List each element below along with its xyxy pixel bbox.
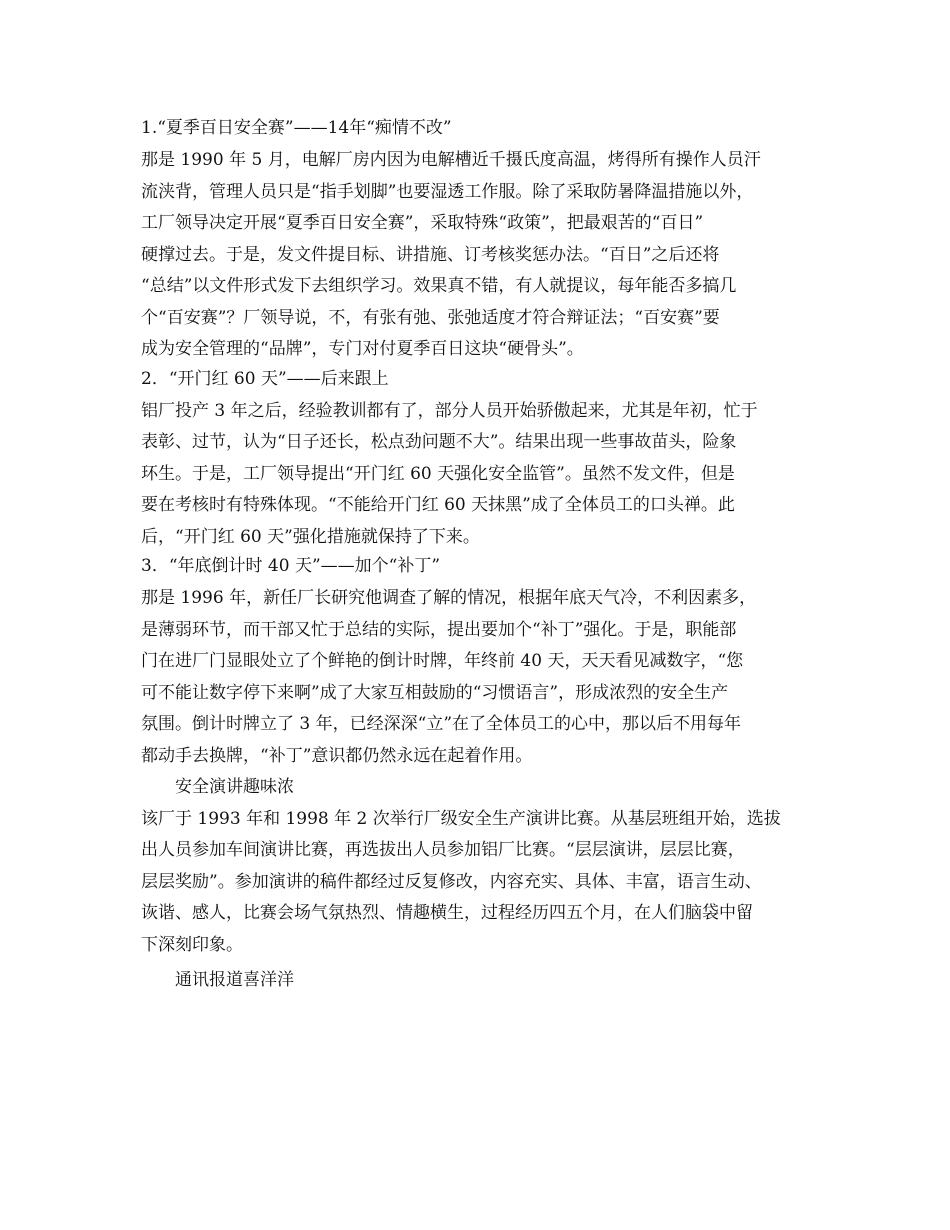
text-line: “总结”以文件形式发下去组织学习。效果真不错，有人就提议，每年能否多搞几 (141, 276, 737, 296)
text-line: 流浃背，管理人员只是“指手划脚”也要湿透工作服。除了采取防暑降温措施以外， (141, 181, 754, 202)
text-line: 出人员参加车间演讲比赛，再选拔出人员参加铝厂比赛。“层层演讲，层层比赛， (141, 840, 745, 860)
section-1-paragraph (141, 145, 821, 366)
text-line: 该厂于 1993 年和 1998 年 2 次举行厂级安全生产演讲比赛。从基层班组开始，选拔 (141, 808, 781, 829)
text-line: 成为安全管理的“品牌”，专门对付夏季百日这块“硬骨头”。 (141, 339, 584, 359)
text-line: 个“百安赛”？厂领导说，不，有张有弛、张弛适度才符合辩证法；“百安赛”要 (141, 307, 720, 328)
text-line: 下深刻印象。 (141, 934, 243, 955)
text-line: 表彰、过节，认为“日子还长，松点劲问题不大”。结果出现一些事故苗头，险象 (141, 432, 737, 452)
text-line: 后，“开门红 60 天”强化措施就保持了下来。 (141, 526, 480, 547)
news-heading: 通讯报道喜洋洋 (175, 970, 294, 990)
text-line: 硬撑过去。于是，发文件提目标、讲措施、订考核奖惩办法。“百日”之后还将 (141, 244, 720, 265)
text-line: 要在考核时有特殊体现。“不能给开门红 60 天抹黑”成了全体员工的口头禅。此 (141, 495, 735, 515)
section-3-heading: 3．“年底倒计时 40 天”——加个“补丁” (141, 556, 441, 576)
text-line: 都动手去换牌，“补丁”意识都仍然永远在起着作用。 (141, 745, 533, 766)
text-line: 可不能让数字停下来啊”成了大家互相鼓励的“习惯语言”，形成浓烈的安全生产 (141, 682, 729, 703)
text-line: 门在进厂门显眼处立了个鲜艳的倒计时牌，年终前 40 天，天天看见减数字，“您 (141, 651, 744, 671)
text-line: 那是 1990 年 5 月，电解厂房内因为电解槽近千摄氏度高温，烤得所有操作人员汗 (141, 150, 761, 170)
section-1-heading: 1.“夏季百日安全赛”——14年“痴情不改” (141, 118, 452, 138)
text-line: 诙谐、感人，比赛会场气氛热烈、情趣横生，过程经历四五个月，在人们脑袋中留 (141, 903, 753, 923)
text-line: 那是 1996 年，新任厂长研究他调查了解的情况，根据年底天气冷，不利因素多， (141, 588, 757, 608)
speech-heading: 安全演讲趣味浓 (175, 777, 294, 797)
text-line: 铝厂投产 3 年之后，经验教训都有了，部分人员开始骄傲起来，尤其是年初，忙于 (141, 400, 758, 421)
text-line: 层层奖励”。参加演讲的稿件都经过反复修改，内容充实、具体、丰富，语言生动、 (141, 871, 762, 892)
text-line: 氛围。倒计时牌立了 3 年，已经深深“立”在了全体员工的心中，那以后不用每年 (141, 714, 742, 734)
text-line: 工厂领导决定开展“夏季百日安全赛”，采取特殊“政策”，把最艰苦的“百日” (141, 213, 704, 233)
section-2-paragraph (141, 396, 821, 554)
speech-paragraph (141, 804, 821, 962)
document-page (141, 117, 821, 997)
text-line: 环生。于是，工厂领导提出“开门红 60 天强化安全监管”。虽然不发文件，但是 (141, 463, 735, 484)
section-3-paragraph (141, 583, 821, 772)
section-2-heading: 2．“开门红 60 天”——后来跟上 (141, 368, 389, 389)
text-line: 是薄弱环节，而干部又忙于总结的实际，提出要加个“补丁”强化。于是，职能部 (141, 619, 737, 640)
